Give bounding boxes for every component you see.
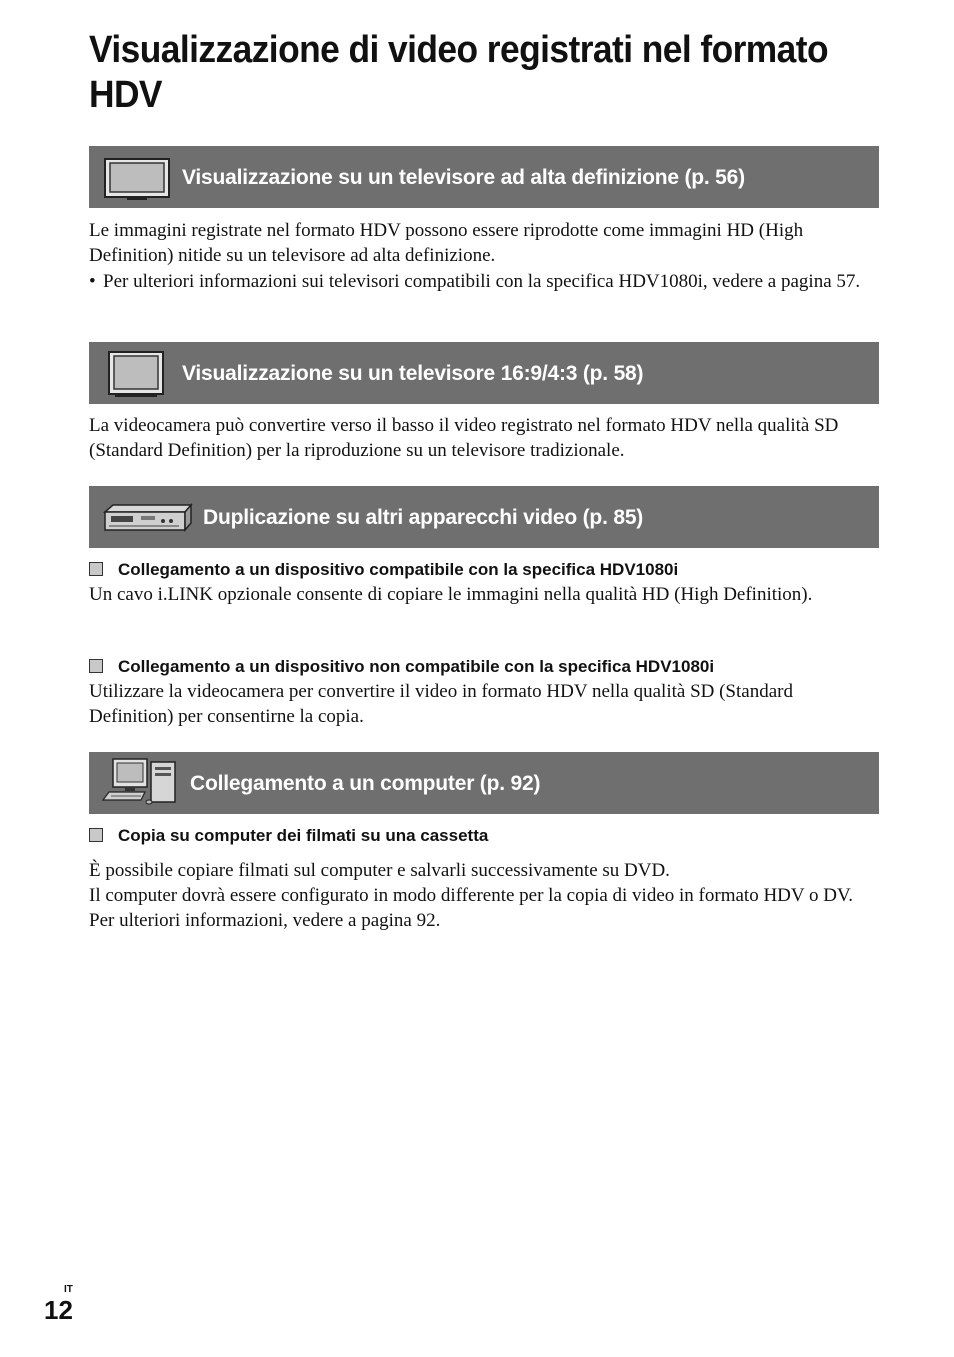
- square-bullet-icon: [89, 828, 103, 842]
- vcr-icon: [101, 502, 193, 539]
- section-title: Duplicazione su altri apparecchi video (p. 85): [203, 506, 644, 529]
- square-bullet-icon: [89, 659, 103, 673]
- widescreen-tv-icon: [103, 157, 171, 206]
- section-body-hd-tv: [89, 218, 879, 294]
- subsection-heading: Copia su computer dei filmati su una cassetta: [89, 824, 889, 848]
- section-header-computer: [89, 752, 879, 814]
- paragraph: La videocamera può convertire verso il basso il video registrato nel formato HDV nella qualità SD (Standard Definition) per la riproduzione su un televisore tradizionale.: [89, 415, 839, 461]
- bullet-item: [89, 269, 879, 294]
- paragraph: Un cavo i.LINK opzionale consente di copiare le immagini nella qualità HD (High Definition).: [89, 584, 813, 605]
- paragraph: Utilizzare la videocamera per convertire il video in formato HDV nella qualità SD (Standard Definition) per consentirne la copia.: [89, 681, 793, 727]
- subsection-body: [89, 679, 879, 729]
- square-bullet-icon: [89, 562, 103, 576]
- bullet-mark: •: [89, 271, 96, 292]
- section-title: Visualizzazione su un televisore 16:9/4:3 (p. 58): [182, 362, 644, 385]
- bullet-text: Per ulteriori informazioni sui televisori compatibili con la specifica HDV1080i, vedere a pagina 57.: [103, 271, 861, 292]
- computer-icon: [101, 756, 181, 817]
- subsection-heading: Collegamento a un dispositivo compatibile con la specifica HDV1080i: [89, 558, 889, 582]
- section-header-hd-tv: [89, 146, 879, 208]
- paragraph: Il computer dovrà essere configurato in modo differente per la copia di video in formato HDV o DV. Per ulteriori informazioni, vedere a pagina 92.: [89, 885, 854, 931]
- section-title: Collegamento a un computer (p. 92): [190, 772, 541, 795]
- page-title: Visualizzazione di video registrati nel formato HDV: [89, 29, 829, 116]
- paragraph: È possibile copiare filmati sul computer e salvarli successivamente su DVD.: [89, 860, 670, 881]
- subsection-body: [89, 582, 879, 607]
- language-tag: IT: [64, 1284, 73, 1295]
- section-body-standard-tv: [89, 413, 879, 463]
- subsection-body: [89, 858, 879, 933]
- paragraph: Le immagini registrate nel formato HDV possono essere riprodotte come immagini HD (High Definition) nitide su un televisore ad alta definizione.: [89, 220, 804, 266]
- section-header-duplication: [89, 486, 879, 548]
- section-header-standard-tv: [89, 342, 879, 404]
- page-number: 12: [44, 1295, 73, 1325]
- standard-tv-icon: [107, 350, 165, 403]
- section-title: Visualizzazione su un televisore ad alta definizione (p. 56): [182, 166, 745, 189]
- subsection-heading: Collegamento a un dispositivo non compatibile con la specifica HDV1080i: [89, 655, 889, 679]
